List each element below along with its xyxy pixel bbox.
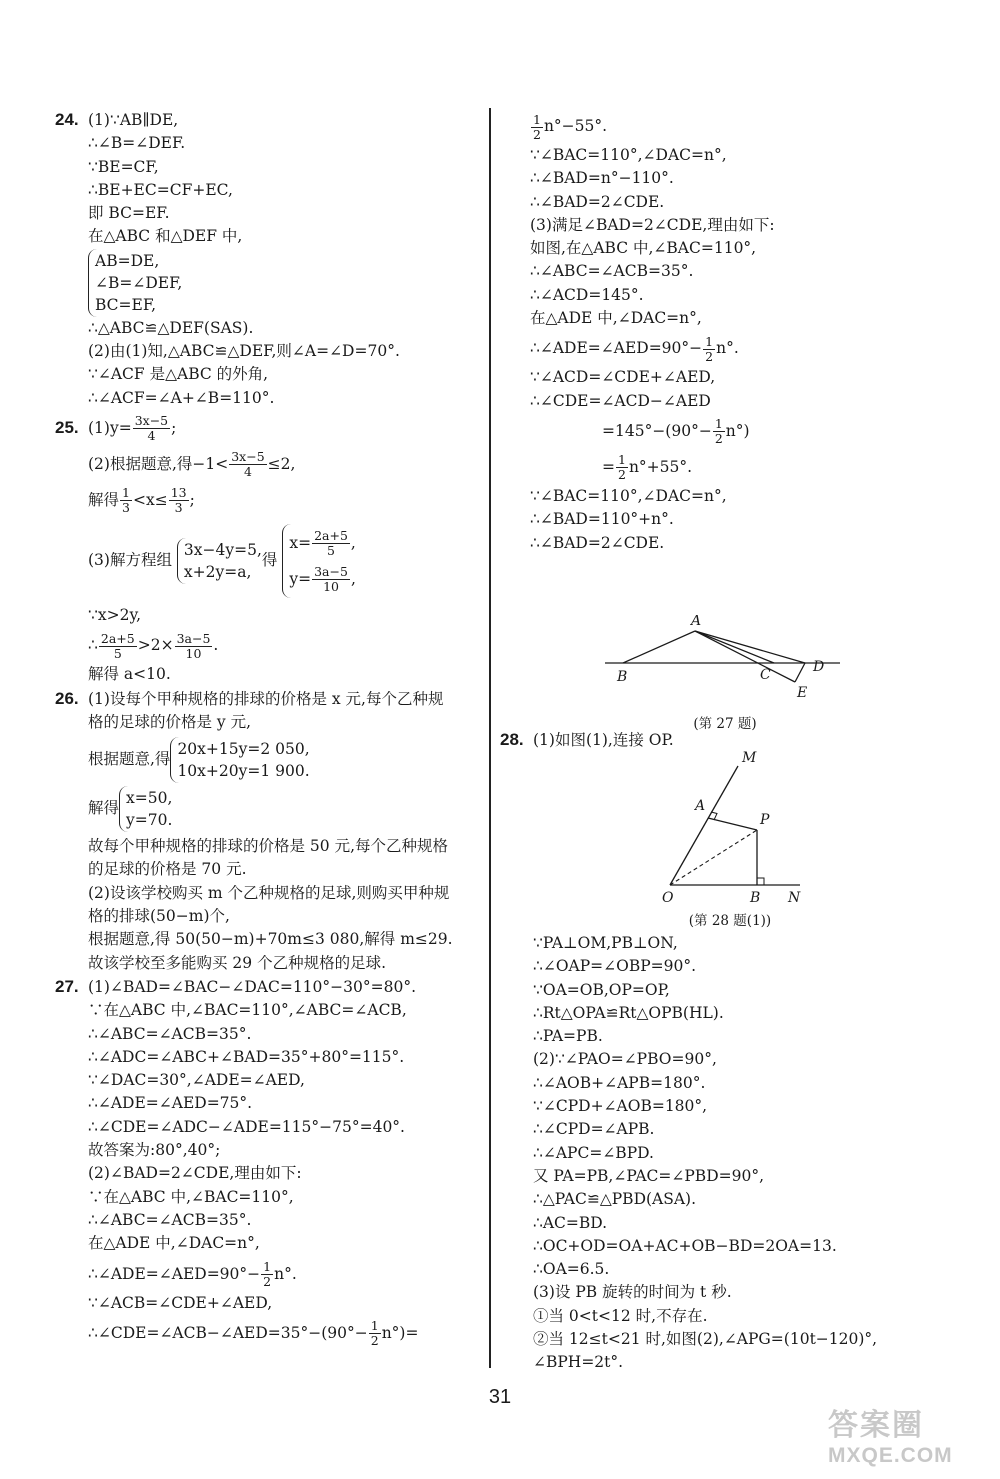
text-line: ∵BE=CF, xyxy=(88,157,159,176)
fraction xyxy=(713,417,725,446)
text-line: (3)满足∠BAD=2∠CDE,理由如下: xyxy=(530,215,775,234)
watermark xyxy=(828,1400,978,1472)
denominator: 3 xyxy=(174,500,183,516)
denominator: 5 xyxy=(327,543,335,559)
numerator: 13 xyxy=(170,485,187,501)
denominator: 10 xyxy=(323,579,339,595)
text-run: n°−55°. xyxy=(543,117,608,135)
brace-system: x= $\frac{2a+5}{5}$ , y= $\frac{3a-5}{10}$ , xyxy=(282,524,356,598)
text-line: ∵∠DAC=30°,∠ADE=∠AED, xyxy=(88,1071,305,1090)
ray-om xyxy=(670,766,738,885)
text-line: ∴∠CDE=∠ACD−∠AED xyxy=(530,391,711,410)
fraction xyxy=(261,1260,273,1289)
text-line: ∴PA=PB. xyxy=(533,1027,603,1046)
question-26 xyxy=(55,687,480,975)
fraction xyxy=(99,632,137,661)
text-run: 解得 xyxy=(88,490,120,509)
text-run: (1)∠BAD=∠BAC−∠DAC=110°−30°=80°. xyxy=(88,977,416,996)
text-run: . xyxy=(213,636,219,655)
text-line: ∴Rt△OPA≌Rt△OPB(HL). xyxy=(533,1003,724,1022)
denominator: 10 xyxy=(185,645,202,661)
text-run: (3)解方程组 xyxy=(88,550,172,569)
right-column xyxy=(530,108,970,555)
brace-system xyxy=(88,249,182,317)
text-run: n°)= xyxy=(381,1323,419,1342)
text-line: ∴∠ABC=∠ACB=35°. xyxy=(530,262,694,281)
text-line: 在△ADE 中,∠DAC=n°, xyxy=(88,1234,260,1253)
fraction xyxy=(169,486,189,515)
system-row: 3x−4y=5, xyxy=(183,540,262,559)
text-line: ∵∠BAC=110°,∠DAC=n°, xyxy=(530,486,727,505)
text-line: 解得 a<10. xyxy=(88,665,171,684)
numerator: 1 xyxy=(705,333,714,349)
label-a: A xyxy=(695,798,706,814)
numerator: 3x−5 xyxy=(134,413,169,429)
figure-caption: (第 28 题(1)) xyxy=(688,913,772,929)
fraction xyxy=(229,450,266,479)
text-line: ∴∠APC=∠BPD. xyxy=(533,1143,654,1162)
text-line: ∵PA⊥OM,PB⊥ON, xyxy=(533,934,678,952)
text-run: y= xyxy=(289,569,312,588)
text-run: n°. xyxy=(716,339,739,358)
label-d: D xyxy=(813,659,825,675)
question-24 xyxy=(55,108,480,410)
system-row: 20x+15y=2 050, xyxy=(177,740,310,759)
system-row: x+2y=a, xyxy=(183,562,252,581)
system-row: BC=EF, xyxy=(95,295,157,314)
question-27 xyxy=(55,975,480,1351)
text-line: ∴∠B=∠DEF. xyxy=(88,134,186,153)
denominator: 2 xyxy=(263,1274,272,1289)
text-line: ∴∠ADC=∠ABC+∠BAD=35°+80°=115°. xyxy=(88,1047,405,1066)
text-line: 的足球的价格是 70 元. xyxy=(88,860,247,879)
text-run: ; xyxy=(189,490,195,509)
segment-pa xyxy=(708,818,757,830)
denominator: 2 xyxy=(370,1333,379,1349)
text-line: 故每个甲种规格的排球的价格是 50 元,每个乙种规格 xyxy=(88,837,449,856)
question-number: 27. xyxy=(55,976,79,996)
system-row: 10x+20y=1 900. xyxy=(177,762,310,781)
column-divider xyxy=(489,108,491,1368)
text-line: ∴∠AOB+∠APB=180°. xyxy=(533,1073,706,1092)
segment-ab xyxy=(623,631,695,663)
segment-ae xyxy=(695,631,795,682)
brace-system xyxy=(119,786,172,832)
numerator: 1 xyxy=(263,1259,272,1274)
brace-system xyxy=(170,737,309,783)
text-run: 得 xyxy=(261,550,278,569)
text-line: ∴△ABC≌△DEF(SAS). xyxy=(88,318,254,337)
text-run: n°+55°. xyxy=(628,457,693,476)
text-run: (1)y= xyxy=(88,418,132,437)
numerator: 2a+5 xyxy=(100,630,135,646)
text-run: ≤2, xyxy=(267,454,296,473)
question-25 xyxy=(55,410,480,687)
system-row: AB=DE, xyxy=(95,251,160,270)
text-run: <x≤ xyxy=(132,490,168,509)
text-line: ∵∠BAC=110°,∠DAC=n°, xyxy=(530,146,727,164)
text-run: = xyxy=(602,457,615,476)
figure-27 xyxy=(595,615,845,732)
numerator: 1 xyxy=(370,1318,379,1334)
text-line: ∴∠BAD=n°−110°. xyxy=(530,169,674,188)
numerator: 3a−5 xyxy=(314,564,348,580)
brace-system xyxy=(177,538,262,584)
text-line: (3)设 PB 旋转的时间为 t 秒. xyxy=(533,1283,732,1302)
right-angle-mark-b xyxy=(757,878,764,885)
watermark-url: MXQE.COM xyxy=(828,1444,953,1467)
label-o: O xyxy=(662,890,674,905)
label-e: E xyxy=(797,685,808,701)
fraction xyxy=(531,113,543,142)
text-run: (2)根据题意,得−1< xyxy=(88,454,229,473)
question-number: 24. xyxy=(55,110,79,129)
figure-28-1 xyxy=(650,750,810,929)
question-number: 28. xyxy=(500,730,524,749)
text-line: 根据题意,得 50(50−m)+70m≤3 080,解得 m≤29. xyxy=(88,930,453,949)
text-line: (2)设该学校购买 m 个乙种规格的足球,则购买甲种规 xyxy=(88,883,450,902)
numerator: 1 xyxy=(714,416,723,432)
text-run: ∴∠ADE=∠AED=90°− xyxy=(530,339,703,358)
label-p: P xyxy=(760,812,770,828)
text-line: 故该学校至多能购买 29 个乙种规格的足球. xyxy=(88,953,387,972)
text-line: (1)∵AB∥DE, xyxy=(88,111,179,129)
equation-system-line xyxy=(55,524,480,598)
text-line: ∴△PAC≌△PBD(ASA). xyxy=(533,1190,697,1209)
segment-de xyxy=(795,663,805,682)
equation-system xyxy=(55,249,480,317)
text-line: (2)由(1)知,△ABC≌△DEF,则∠A=∠D=70°. xyxy=(88,342,400,361)
fraction xyxy=(175,632,213,661)
text-line: ∵x>2y, xyxy=(88,605,142,624)
label-c: C xyxy=(760,667,771,683)
fraction xyxy=(616,453,628,482)
text-run: =145°−(90°− xyxy=(602,421,712,440)
text-line: 格的足球的价格是 y 元, xyxy=(88,712,252,731)
text-run: ; xyxy=(171,418,177,437)
text-run: ∴ xyxy=(88,636,98,655)
system-row: y=70. xyxy=(126,811,173,830)
fraction xyxy=(703,335,715,364)
text-line: ∴BE+EC=CF+EC, xyxy=(88,180,233,199)
fraction xyxy=(120,486,132,515)
label-b: B xyxy=(750,890,761,905)
fraction xyxy=(312,529,350,558)
text-run: (1)设每个甲种规格的排球的价格是 x 元,每个乙种规 xyxy=(88,689,444,708)
text-run: n°) xyxy=(725,421,750,440)
page-number: 31 xyxy=(488,1386,512,1408)
text-line: 如图,在△ABC 中,∠BAC=110°, xyxy=(530,239,757,258)
text-line: ∵∠ACB=∠CDE+∠AED, xyxy=(88,1293,273,1312)
text-run: 根据题意,得 xyxy=(88,750,171,769)
text-run: >2× xyxy=(137,636,174,655)
text-run: x= xyxy=(289,533,312,552)
system-row: x=50, xyxy=(126,789,173,808)
text-run: 解得 xyxy=(88,799,120,818)
text-line: ②当 12≤t<21 时,如图(2),∠APG=(10t−120)°, xyxy=(533,1330,878,1349)
text-line: ∴∠ACD=145°. xyxy=(530,285,644,304)
text-line: ∵在△ABC 中,∠BAC=110°, xyxy=(88,1187,294,1206)
text-line: ∠BPH=2t°. xyxy=(533,1353,624,1372)
question-number: 25. xyxy=(55,417,79,437)
triangle-figure-27 xyxy=(595,615,845,710)
text-run: n°. xyxy=(274,1264,297,1283)
segment-ac xyxy=(695,631,774,663)
text-line: ∴∠CDE=∠ADC−∠ADE=115°−75°=40°. xyxy=(88,1117,405,1136)
segment-op-dashed xyxy=(670,830,757,885)
text-line: ∴∠ABC=∠ACB=35°. xyxy=(88,1210,252,1229)
text-line: 在△ABC 和△DEF 中, xyxy=(88,227,243,246)
text-line: ∴∠ACF=∠A+∠B=110°. xyxy=(88,388,275,407)
text-line: ∴∠CPD=∠APB. xyxy=(533,1120,655,1139)
watermark-logo: 答案圈 xyxy=(828,1409,924,1442)
numerator: 2a+5 xyxy=(314,528,348,544)
numerator: 1 xyxy=(618,452,626,468)
text-line: ∴∠BAD=2∠CDE. xyxy=(530,533,665,552)
text-line: ∴OC+OD=OA+AC+OB−BD=2OA=13. xyxy=(533,1236,837,1255)
text-line: ∵∠ACF 是△ABC 的外角, xyxy=(88,365,269,384)
denominator: 2 xyxy=(714,431,723,447)
text-line: ∴∠ADE=∠AED=75°. xyxy=(88,1094,253,1113)
text-line: ∴AC=BD. xyxy=(533,1213,608,1232)
numerator: 3a−5 xyxy=(176,630,211,646)
system-row: ∠B=∠DEF, xyxy=(95,273,183,292)
question-28-body xyxy=(533,932,973,1375)
fraction xyxy=(369,1319,381,1348)
text-line: 故答案为:80°,40°; xyxy=(88,1141,221,1160)
text-line: (2)∠BAD=2∠CDE,理由如下: xyxy=(88,1164,302,1183)
text-line: 格的排球(50−m)个, xyxy=(88,907,230,926)
text-line: ∵在△ABC 中,∠BAC=110°,∠ABC=∠ACB, xyxy=(88,1001,407,1020)
text-line: (2)∵∠PAO=∠PBO=90°, xyxy=(533,1050,717,1069)
text-line: ∴∠OAP=∠OBP=90°. xyxy=(533,957,697,976)
text-line: ∵∠CPD+∠AOB=180°, xyxy=(533,1097,708,1116)
denominator: 3 xyxy=(122,500,130,516)
text-line: ∴∠BAD=110°+n°. xyxy=(530,510,674,529)
numerator: 1 xyxy=(122,485,130,501)
text-line: ∴OA=6.5. xyxy=(533,1260,610,1279)
denominator: 4 xyxy=(147,428,156,444)
figure-caption: (第 27 题) xyxy=(693,716,757,732)
text-run: (1)如图(1),连接 OP. xyxy=(533,731,674,749)
denominator: 2 xyxy=(618,467,626,483)
fraction xyxy=(133,414,170,443)
denominator: 2 xyxy=(533,126,541,142)
label-m: M xyxy=(742,750,757,766)
text-run: ∴∠CDE=∠ACB−∠AED=35°−(90°− xyxy=(88,1323,368,1342)
question-28 xyxy=(500,728,980,752)
fraction xyxy=(312,565,350,594)
numerator: 3x−5 xyxy=(231,449,265,465)
text-line: ∴∠ABC=∠ACB=35°. xyxy=(88,1024,252,1043)
text-line: ∴∠BAD=2∠CDE. xyxy=(530,192,665,211)
label-n: N xyxy=(788,890,801,905)
text-line: 在△ADE 中,∠DAC=n°, xyxy=(530,309,702,328)
denominator: 4 xyxy=(243,464,252,480)
text-line: 又 PA=PB,∠PAC=∠PBD=90°, xyxy=(533,1166,765,1185)
text-line: ∵OA=OB,OP=OP, xyxy=(533,980,670,999)
angle-figure-28 xyxy=(650,750,810,905)
denominator: 2 xyxy=(705,348,714,364)
text-line: ∵∠ACD=∠CDE+∠AED, xyxy=(530,368,716,387)
numerator: 1 xyxy=(533,111,541,127)
text-line: ①当 0<t<12 时,不存在. xyxy=(533,1306,708,1325)
text-line: 即 BC=EF. xyxy=(88,204,170,223)
text-run: ∴∠ADE=∠AED=90°− xyxy=(88,1264,261,1283)
label-a: A xyxy=(691,615,702,629)
label-b: B xyxy=(617,669,628,685)
left-column xyxy=(55,108,480,1351)
segment-ad xyxy=(695,631,805,663)
denominator: 5 xyxy=(113,645,122,661)
question-number: 26. xyxy=(55,688,79,708)
